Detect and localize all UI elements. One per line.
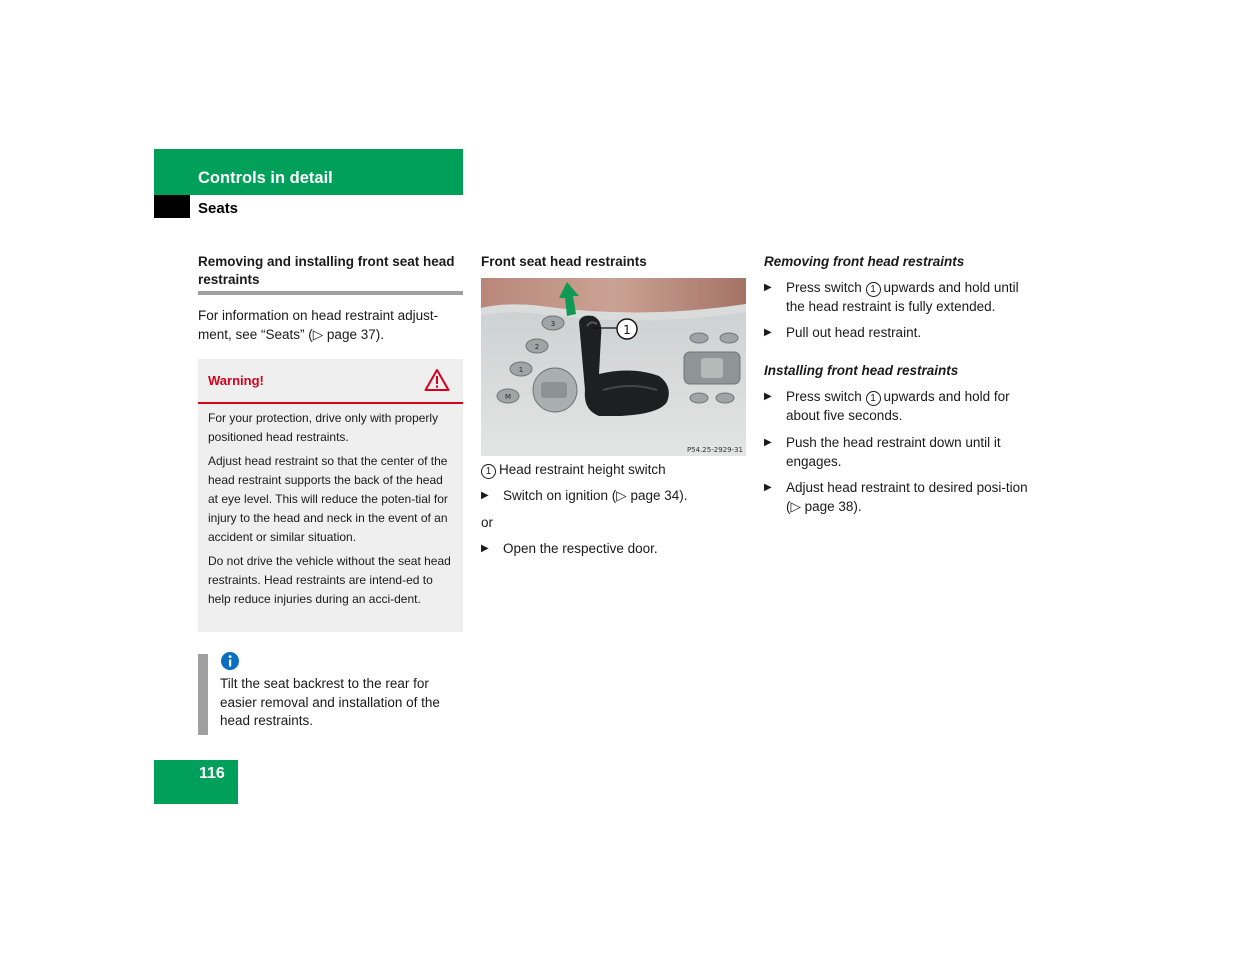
callout-circle: 1	[866, 391, 881, 406]
button-label: 3	[550, 320, 556, 328]
header-marker	[154, 195, 190, 218]
intro-line-2: ment, see “Seats” (▷ page 37).	[198, 326, 384, 342]
remove-heading: Removing front head restraints	[764, 254, 965, 269]
section-title: Controls in detail	[198, 169, 333, 187]
warning-body	[208, 409, 456, 614]
step-text: upwards and hold until the head restraint is fully extended.	[786, 280, 1019, 314]
install-heading: Installing front head restraints	[764, 363, 959, 378]
bullet-icon: ▶	[764, 327, 772, 338]
warning-box	[198, 359, 463, 632]
bullet-icon: ▶	[764, 437, 772, 448]
warning-paragraph: For your protection, drive only with properly positioned head restraints.	[208, 411, 439, 444]
step-text: Press switch	[786, 389, 862, 404]
bullet-icon: ▶	[764, 282, 772, 293]
step-item	[764, 324, 1032, 343]
step-item	[764, 279, 1032, 316]
heading-rule	[198, 291, 463, 295]
step-text: Push the head restraint down until it engages.	[786, 435, 1001, 469]
info-icon	[221, 652, 239, 670]
seat-heater-switch	[533, 368, 577, 412]
step-item	[481, 487, 688, 506]
callout-number: 1	[623, 323, 631, 337]
button-label: 1	[518, 366, 524, 374]
step-item	[764, 479, 1032, 516]
bullet-icon: ▶	[481, 490, 489, 501]
or-text: or	[481, 515, 494, 530]
note-text: Tilt the seat backrest to the rear for easier removal and installation of the head restraints.	[220, 676, 440, 728]
memory-button	[526, 339, 548, 353]
step-text: Pull out head restraint.	[786, 325, 922, 340]
page-number: 116	[199, 765, 225, 782]
callout-circle: 1	[481, 464, 496, 479]
step-item	[481, 540, 658, 559]
col2-heading: Front seat head restraints	[481, 254, 647, 269]
bullet-icon: ▶	[764, 391, 772, 402]
warning-triangle-icon	[424, 368, 450, 392]
memory-button	[542, 316, 564, 330]
memory-button	[510, 362, 532, 376]
callout-circle: 1	[866, 282, 881, 297]
bullet-icon: ▶	[764, 482, 772, 493]
intro-line-1: For information on head restraint adjust-	[198, 308, 439, 323]
memory-button	[497, 389, 519, 403]
bullet-icon: ▶	[481, 543, 489, 554]
caption-text: Head restraint height switch	[499, 462, 666, 477]
warning-header	[198, 359, 463, 404]
step-text: Switch on ignition (▷ page 34).	[503, 488, 688, 503]
figure-code: P54.25-2929-31	[686, 446, 743, 454]
warning-paragraph: Adjust head restraint so that the center of the head restraint supports the back of the head at eye level. This will reduce the poten-tial for injury to the head and neck in the event of an accident or similar situation.	[208, 454, 448, 544]
page-number-box	[154, 760, 238, 804]
col1-heading: Removing and installing front seat head restraints	[198, 254, 455, 287]
seat-switch-figure	[481, 278, 746, 456]
warning-label: Warning!	[208, 373, 264, 388]
note-bar	[198, 654, 208, 735]
figure-caption	[481, 461, 746, 480]
step-text: Adjust head restraint to desired posi-tion (▷ page 38).	[786, 480, 1028, 514]
warning-paragraph: Do not drive the vehicle without the seat head restraints. Head restraints are intend-ed to help reduce injuries during an acci-dent.	[208, 554, 451, 606]
button-label: M	[504, 393, 512, 401]
button-label: 2	[534, 343, 540, 351]
step-text: Open the respective door.	[503, 541, 658, 556]
step-item	[764, 434, 1032, 471]
subsection-title: Seats	[198, 200, 239, 217]
step-text: Press switch	[786, 280, 862, 295]
intro-text	[198, 307, 463, 344]
step-text: upwards and hold for about five seconds.	[786, 389, 1010, 423]
step-item	[764, 388, 1032, 425]
